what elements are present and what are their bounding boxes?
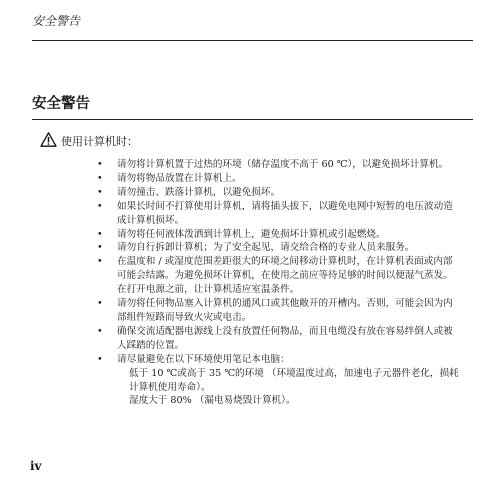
safety-list bbox=[95, 158, 460, 408]
list-item bbox=[95, 353, 460, 409]
list-item: • 请勿将任何液体泼洒到计算机上，避免损坏计算机或引起燃烧。 bbox=[95, 228, 460, 242]
list-item: • 请勿将任何物品塞入计算机的通风口或其他敞开的开槽内。否则，可能会因为内部组件短路而导致火灾或电击。 bbox=[95, 297, 460, 325]
list-item: • 请勿撞击、跌落计算机，以避免损坏。 bbox=[95, 186, 460, 200]
list-item: • 请勿将物品放置在计算机上。 bbox=[95, 172, 460, 186]
list-item: • 如果长时间不打算使用计算机，请将插头拔下，以避免电网中短暂的电压波动造成计算机损坏。 bbox=[95, 200, 460, 228]
list-item-intro: • 请尽量避免在以下环境使用笔记本电脑： bbox=[117, 353, 290, 365]
warning-label: 使用计算机时： bbox=[61, 135, 138, 148]
warning-heading bbox=[40, 132, 138, 150]
sub-item: 湿度大于 80% （漏电易烧毁计算机）。 bbox=[129, 395, 296, 407]
running-header: 安全警告 bbox=[32, 14, 81, 28]
title-divider bbox=[32, 119, 473, 120]
warning-icon bbox=[40, 132, 61, 150]
list-item: • 在温度和 / 或湿度范围差距很大的环境之间移动计算机时，在计算机表面或内部可能会结露。为避免损坏计算机，在使用之前应等待足够的时间以便湿气蒸发。在打开电源之前，让计算机适应室温条件。 bbox=[95, 255, 460, 297]
section-title: 安全警告 bbox=[32, 96, 90, 112]
sub-item: 低于 10 ℃或高于 35 ℃的环境 （环境温度过高，加速电子元器件老化，损耗计算机使用寿命）。 bbox=[129, 367, 459, 393]
page-number: iv bbox=[30, 459, 42, 473]
header-divider bbox=[32, 40, 473, 41]
list-item: • 确保交流适配器电源线上没有放置任何物品，而且电缆没有放在容易绊倒人或被人踩踏的位置。 bbox=[95, 325, 460, 353]
list-item: • 请勿将计算机置于过热的环境（储存温度不高于 60 ℃），以避免损坏计算机。 bbox=[95, 158, 460, 172]
list-item: • 请勿自行拆卸计算机；为了安全起见，请交给合格的专业人员来服务。 bbox=[95, 241, 460, 255]
